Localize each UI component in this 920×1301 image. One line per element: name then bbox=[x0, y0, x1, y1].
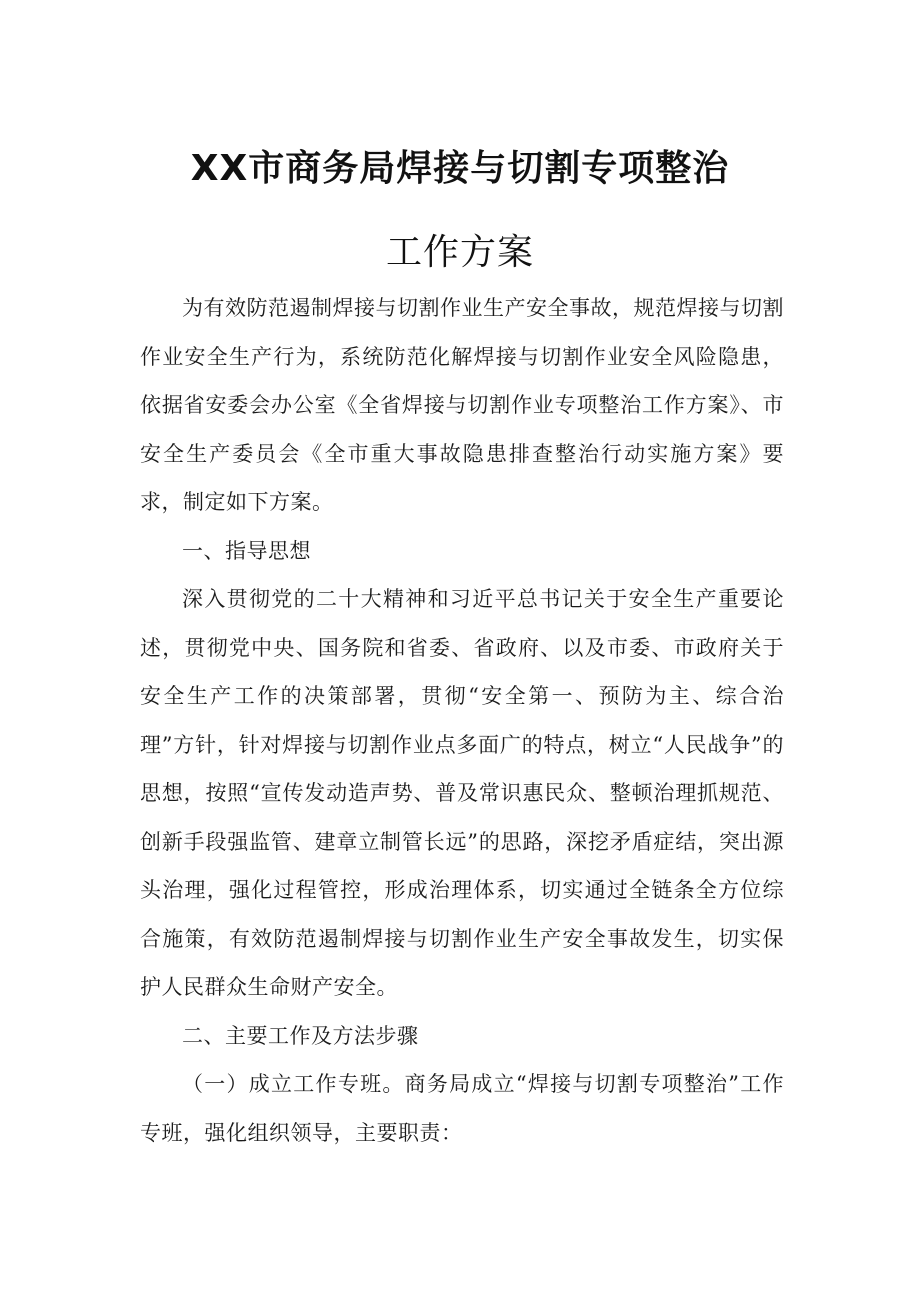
section-heading-guiding-ideology: 一、指导思想 bbox=[182, 538, 311, 563]
intro-paragraph: 为有效防范遏制焊接与切割作业生产安全事故，规范焊接与切割作业安全生产行为，系统防范化解焊接与切割作业安全风险隐患，依据省安委会办公室《全省焊接与切割作业专项整治工作方案》、市安全生产委员会《全市重大事故隐患排查整治行动实施方案》要求，制定如下方案。 bbox=[140, 296, 784, 514]
document-body bbox=[140, 284, 784, 1157]
guiding-ideology-paragraph: 深入贯彻党的二十大精神和习近平总书记关于安全生产重要论述，贯彻党中央、国务院和省委、省政府、以及市委、市政府关于安全生产工作的决策部署，贯彻“安全第一、预防为主、综合治理”方针，针对焊接与切割作业点多面广的特点，树立“人民战争”的思想，按照“宣传发动造声势、普及常识惠民众、整顿治理抓规范、创新手段强监管、建章立制管长远”的思路，深挖矛盾症结，突出源头治理，强化过程管控，形成治理体系，切实通过全链条全方位综合施策，有效防范遏制焊接与切割作业生产安全事故发生，切实保护人民群众生命财产安全。 bbox=[140, 587, 784, 999]
work-item-1-paragraph: （一）成立工作专班。商务局成立“焊接与切割专项整治”工作专班，强化组织领导，主要职责： bbox=[140, 1072, 784, 1145]
document-title-line1: XX市商务局焊接与切割专项整治 bbox=[190, 148, 730, 189]
section-heading-main-work: 二、主要工作及方法步骤 bbox=[182, 1023, 419, 1048]
document-title-line2: 工作方案 bbox=[385, 232, 534, 273]
